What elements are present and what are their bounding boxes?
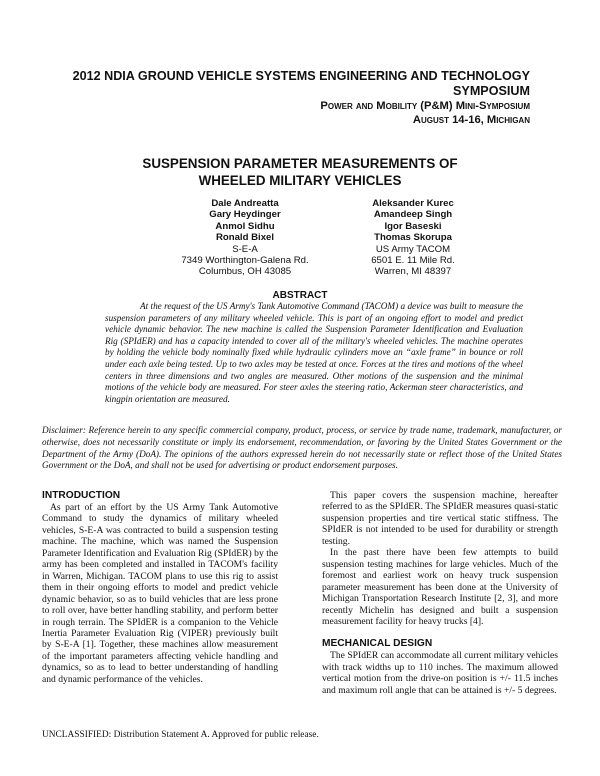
paper-title bbox=[0, 155, 600, 189]
intro-paragraph-2: This paper covers the suspension machine, hereafter referred to as the SPIdER. The SPIdER measures quasi-static suspension properties and tire vertical static stiffness. The SPIdER is not intended to be used for durability or strength testing. bbox=[322, 490, 558, 547]
symposium-header bbox=[70, 69, 530, 127]
author-org: US Army TACOM bbox=[375, 243, 451, 255]
author-column-right bbox=[303, 198, 523, 278]
header-line-4: August 14-16, Michigan bbox=[412, 114, 530, 126]
abstract-heading: ABSTRACT bbox=[272, 290, 328, 301]
author-org: S-E-A bbox=[232, 243, 258, 255]
header-line-2: SYMPOSIUM bbox=[453, 84, 530, 98]
intro-paragraph-3: In the past there have been few attempts to build suspension testing machines for large vehicles. Much of the foremost and earliest work on heavy truck suspension parameter measurement has been done at the University of Michigan Transportation Research Institute [2, 3], and more recently Michelin has designed and built a suspension measurement facility for heavy trucks [4]. bbox=[322, 547, 558, 627]
distribution-footer: UNCLASSIFIED: Distribution Statement A. Approved for public release. bbox=[42, 730, 319, 740]
author-address-1: 7349 Worthington-Galena Rd. bbox=[181, 255, 309, 267]
intro-paragraph-1: As part of an effort by the US Army Tank Automotive Command to study the dynamics of military wheeled vehicles, S-E-A was contracted to build a suspension testing machine. The machine, which was named the Suspension Parameter Identification and Evaluation Rig (SPIdER) by the army has been completed and installed in TACOM's facility in Warren, Michigan. TACOM plans to use this rig to assist them in their ongoing efforts to model and predict vehicle dynamic behavior, so as to build vehicles that are less prone to roll over, have better handling stability, and perform better in rough terrain. The SPIdER is a companion to the Vehicle Inertia Parameter Evaluation Rig (VIPER) previously built by S-E-A [1]. Together, these machines allow measurement of the important parameters affecting vehicle handling and dynamics, so as to lead to better understanding of handling and dynamic performance of the vehicles. bbox=[42, 502, 278, 685]
right-column bbox=[322, 490, 558, 696]
author-name: Thomas Skorupa bbox=[374, 232, 452, 244]
section-gap bbox=[322, 627, 558, 638]
author-address-2: Warren, MI 48397 bbox=[374, 266, 452, 278]
mechanical-heading: MECHANICAL DESIGN bbox=[322, 638, 433, 650]
author-name: Igor Baseski bbox=[384, 220, 442, 232]
header-line-3: Power and Mobility (P&M) Mini-Symposium bbox=[320, 100, 530, 112]
author-name: Aleksander Kurec bbox=[372, 198, 454, 209]
author-name: Anmol Sidhu bbox=[215, 220, 275, 232]
abstract-text: At the request of the US Army's Tank Automotive Command (TACOM) a device was built to measure the suspension parameters of any military wheeled vehicle. This is part of an ongoing effort to model and predict vehicle dynamic behavior. The new machine is called the Suspension Parameter Identification and Evaluation Rig (SPIdER) and has a capacity intended to cover all of the military's wheeled vehicles. The machine operates by holding the vehicle body nominally fixed while hydraulic cylinders move an “axle frame” in bounce or roll under each axle being tested. Up to two axles may be tested at once. Forces at the tires and motions of the wheel centers in three dimensions and two angles are measured. Other motions of the suspension and the minimal motions of the vehicle body are measured. For steer axles the steering ratio, Ackerman steer characteristics, and kingpin orientation are measured. bbox=[105, 301, 523, 404]
title-line-2: WHEELED MILITARY VEHICLES bbox=[198, 173, 402, 188]
mechanical-paragraph-1: The SPIdER can accommodate all current military vehicles with track widths up to 110 inches. The maximum allowed vertical motion from the drive-on position is +/- 11.5 inches and maximum roll angle that can be attained is +/- 5 degrees. bbox=[322, 650, 558, 696]
disclaimer-text: Disclaimer: Reference herein to any specific commercial company, product, process, or service by trade name, trademark, manufacturer, or otherwise, does not necessarily constitute or imply its endorsement, recommendation, or favoring by the United States Government or the Department of the Army (DoA). The opinions of the authors expressed herein do not necessarily state or reflect those of the United States Government or the DoA, and shall not be used for advertising or product endorsement purposes. bbox=[42, 425, 562, 471]
author-name: Dale Andreatta bbox=[211, 198, 279, 209]
intro-heading: INTRODUCTION bbox=[42, 490, 121, 501]
author-name: Ronald Bixel bbox=[215, 232, 275, 244]
title-line-1: SUSPENSION PARAMETER MEASUREMENTS OF bbox=[142, 156, 458, 171]
author-address-2: Columbus, OH 43085 bbox=[198, 266, 292, 278]
author-name: Gary Heydinger bbox=[209, 209, 281, 221]
left-column bbox=[42, 490, 278, 685]
author-address-1: 6501 E. 11 Mile Rd. bbox=[371, 255, 455, 267]
header-line-1: 2012 NDIA GROUND VEHICLE SYSTEMS ENGINEERING AND TECHNOLOGY bbox=[72, 69, 530, 83]
author-name: Amandeep Singh bbox=[373, 209, 453, 221]
